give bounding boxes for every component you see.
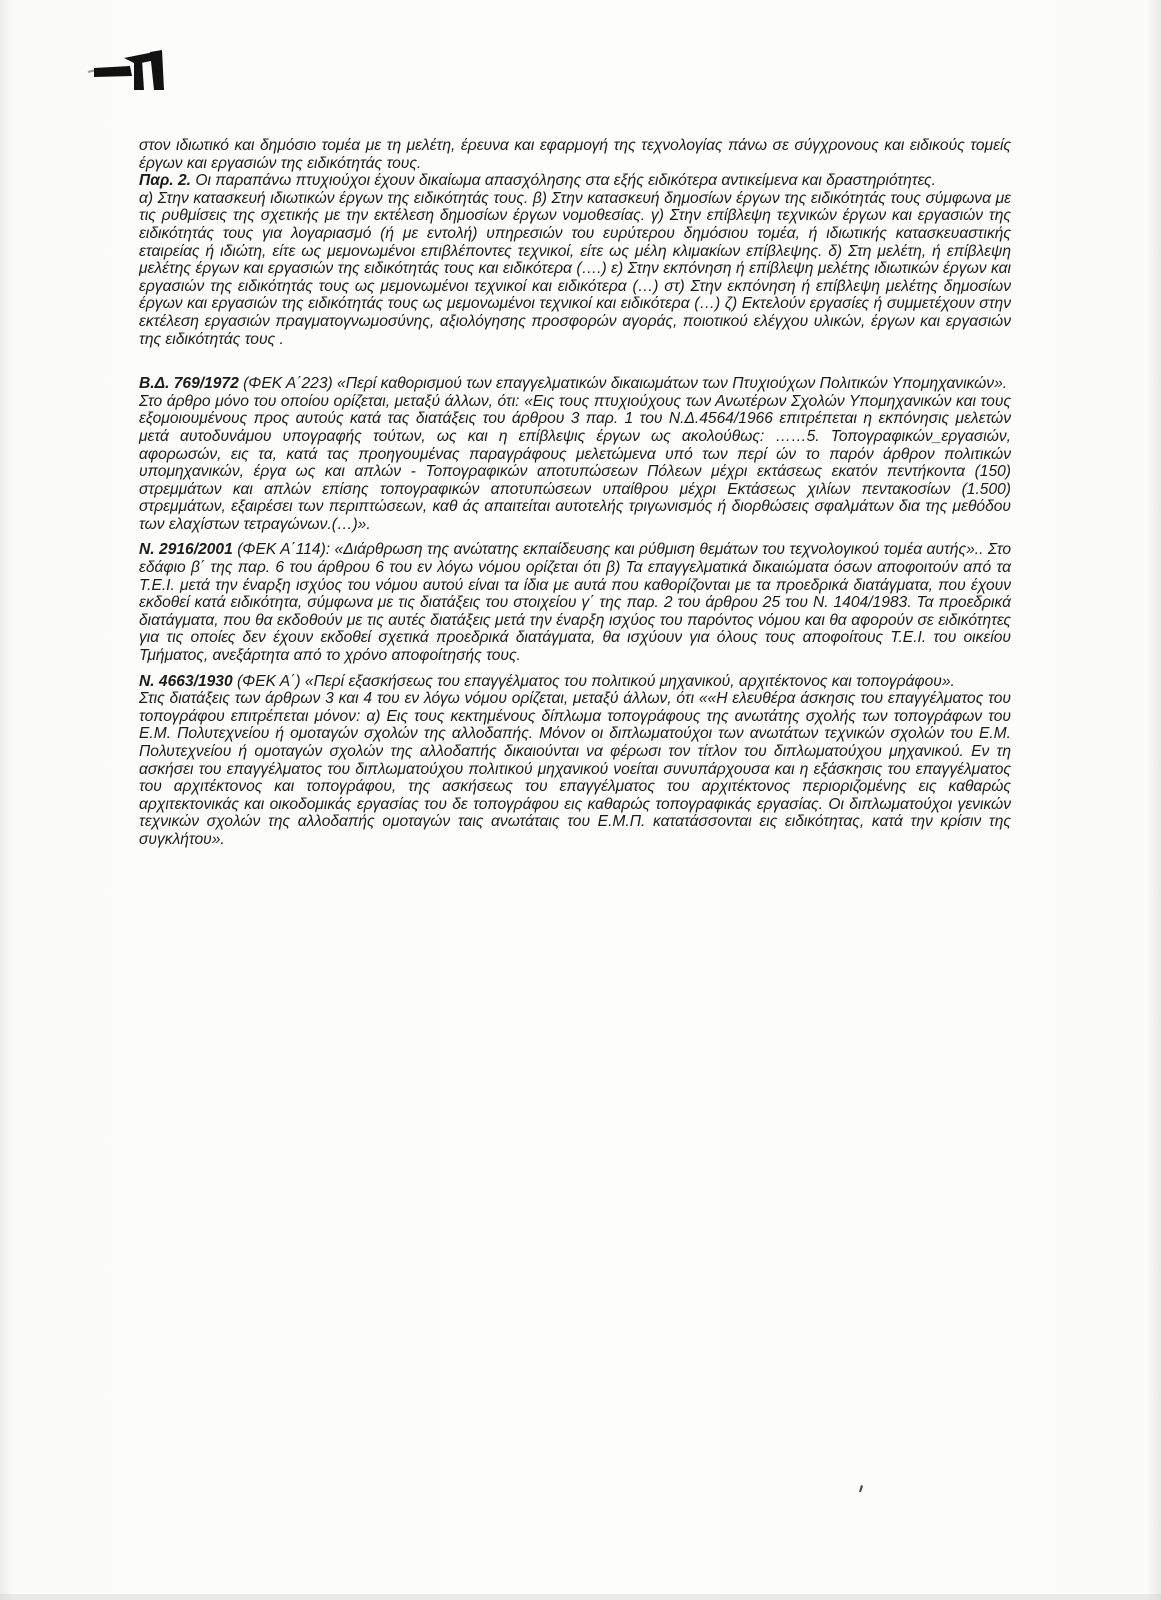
handwritten-arrow-mark (84, 46, 174, 96)
scan-speck (858, 1484, 864, 1493)
scan-edge (0, 1594, 1161, 1600)
paragraph-vd-body: Στο άρθρο μόνο του οποίου ορίζεται, μεταξύ άλλων, ότι: «Εις τους πτυχιούχους των Ανωτέρων Σχολών Υπομηχανικών και τους εξομοιουμένους προς αυτούς κατά τας διατάξεις του άρθρου 3 παρ. 1 του Ν.Δ.4564/1966 επιτρέπεται η εκπόνησις μελετών μετά αυτοδυνάμου υπογραφής τούτων, ως και η επίβλεψις έργων ως ακολούθως: ……5. Τοπογραφικών_εργασιών, αφορωσών, εις τα, κατά τας προηγουμένας παραγράφους μελετώμενα υπό των περί ών το παρόν άρθρον πολιτικών υπομηχανικών, έργα ως και απλών - Τοπογραφικών αποτυπώσεων Πόλεων μέχρι εκτάσεως εκατόν πεντήκοντα (150) στρεμμάτων και απλών επίσης τοπογραφικών αποτυπώσεων υπαίθρου μέχρι Εκτάσεως χιλίων πεντακοσίων (1.500) στρεμμάτων, εξαιρέσει των περιπτώσεων, καθ άς απαιτείται αυτοτελής τριγωνισμός ή διορθώσεις σφαλμάτων δια της μεθόδου των ελαχίστων τετραγώνων.(…)». (139, 392, 1011, 533)
paragraph-n-2916-2001: Ν. 2916/2001 (ΦΕΚ Α΄114): «Διάρθρωση της ανώτατης εκπαίδευσης και ρύθμιση θεμάτων του τεχνολογικού τομέα αυτής».. Στο εδάφιο β΄ της παρ. 6 του άρθρου 6 του εν λόγω νόμου ορίζεται ότι β) Τα επαγγελματικά δικαιώματα όσων αποφοιτούν από τα Τ.Ε.Ι. μετά την έναρξη ισχύος του νόμου αυτού είναι τα ίδια με αυτά που καθορίζονται με τα προεδρικά διατάγματα, που έχουν εκδοθεί κατά ειδικότητα, σύμφωνα με τις διατάξεις του στοιχείου γ΄ της παρ. 2 του άρθρου 25 του Ν. 1404/1983. Τα προεδρικά διατάγματα, που θα εκδοθούν με τις αυτές διατάξεις μετά την έναρξη ισχύος του παρόντος νόμου και θα αφορούν σε ειδικότητες για τις οποίες δεν έχουν εκδοθεί σχετικά προεδρικά διατάγματα, θα ισχύουν για όλους τους αποφοίτους Τ.Ε.Ι. του οικείου Τμήματος, ανεξάρτητα από το χρόνο αποφοίτησής τους. (139, 541, 1011, 665)
law-reference: Ν. 2916/2001 (139, 541, 233, 559)
paragraph-lead: Παρ. 2. (139, 172, 191, 190)
law-reference: Ν. 4663/1930 (139, 672, 233, 690)
paragraph-list: α) Στην κατασκευή ιδιωτικών έργων της ειδικότητάς τους. β) Στην κατασκευή δημοσίων έργων της ειδικότητάς τους σύμφωνα με τις ρυθμίσεις της σχετικής με την εκτέλεση δημοσίων έργων νομοθεσίας. γ) Στην επίβλεψη τεχνικών έργων και εργασιών της ειδικότητάς τους για λογαριασμό (ή με εντολή) υπηρεσιών του ευρύτερου δημόσιου τομέα, ή ιδιωτικής κατασκευαστικής εταιρείας ή ιδιώτη, είτε ως μεμονωμένοι επιβλέποντες τεχνικοί, είτε ως μέλη κλιμακίων επίβλεψης. δ) Στη μελέτη, ή επίβλεψη μελέτης έργων και εργασιών της ειδικότητάς τους και ειδικότερα (….) ε) Στην εκπόνηση ή επίβλεψη μελέτης ιδιωτικών έργων και εργασιών της ειδικότητάς τους ως μεμονωμένοι τεχνικοί και ειδικότερα (…) στ) Στην εκπόνηση ή επίβλεψη μελέτης δημοσίων έργων και εργασιών της ειδικότητάς τους ως μεμονωμένοι τεχνικοί και ειδικότερα (…) ζ) Εκτελούν εργασίες ή συμμετέχουν στην εκτέλεση εργασιών πραγματογνωμοσύνης, αξιολόγησης προσφορών αγοράς, ποιοτικού ελέγχου υλικών, έργων και εργασιών της ειδικότητάς τους . (139, 189, 1011, 348)
paragraph-intro: στον ιδιωτικό και δημόσιο τομέα με τη μελέτη, έρευνα και εφαρμογή της τεχνολογίας πάνω σε σύγχρονους και ειδικούς τομείς έργων και εργασιών της ειδικότητάς τους. (139, 137, 1011, 172)
paragraph-vd-769-1972: Β.Δ. 769/1972 (ΦΕΚ Α΄223) «Περί καθορισμού των επαγγελματικών δικαιωμάτων των Πτυχιούχων Πολιτικών Υπομηχανικών». (139, 375, 1008, 393)
law-reference: Β.Δ. 769/1972 (139, 375, 239, 393)
paragraph-par2: Παρ. 2. Οι παραπάνω πτυχιούχοι έχουν δικαίωμα απασχόλησης στα εξής ειδικότερα αντικείμενα και δραστηριότητες. (139, 172, 936, 190)
paragraph-n-4663-1930: Ν. 4663/1930 (ΦΕΚ Α΄) «Περί εξασκήσεως του επαγγέλματος του πολιτικού μηχανικού, αρχιτέκτονος και τοπογράφου». (139, 672, 955, 690)
document-body (139, 137, 1011, 849)
paragraph-n-4663-body: Στις διατάξεις των άρθρων 3 και 4 του εν λόγω νόμου ορίζεται, μεταξύ άλλων, ότι ««Η ελευθέρα άσκησις του επαγγέλματος του τοπογράφου επιτρέπεται μόνον: α) Εις τους κεκτημένους δίπλωμα τοπογράφους της ανωτάτης σχολής των τοπογράφων του Ε.Μ. Πολυτεχνείου ή ομοταγών σχολών της αλλοδαπής. Μόνον οι διπλωματούχοι των ανωτάτων τεχνικών σχολών του Ε.Μ. Πολυτεχνείου ή ομοταγών σχολών της αλλοδαπής δικαιούνται να φέρωσι τον τίτλον του διπλωματούχου μηχανικού. Εν τη ασκήσει του επαγγέλματος του διπλωματούχου πολιτικού μηχανικού νοείται συνυπάρχουσα και η εξάσκησις του επαγγέλματος του αρχιτέκτονος και τοπογράφου, της ασκήσεως του επαγγέλματος του αρχιτέκτονος περιοριζομένης εις καθαρώς αρχιτεκτονικάς και οικοδομικάς εργασίας του δε τοπογράφου εις καθαρώς τοπογραφικάς εργασίας. Οι διπλωματούχοι γενικών τεχνικών σχολών της αλλοδαπής ομοταγών ταις ανωτάταις του Ε.Μ.Π. κατατάσσονται εις ειδικότητας, κατά την κρίσιν της συγκλήτου». (139, 690, 1011, 848)
